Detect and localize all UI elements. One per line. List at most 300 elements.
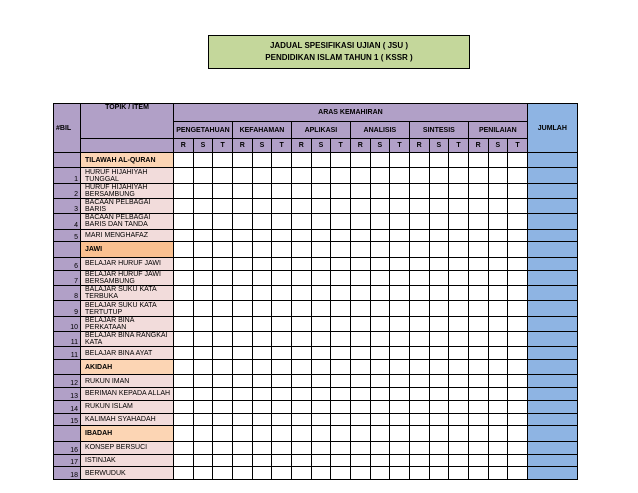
score-cell: [508, 270, 528, 285]
score-cell: [311, 441, 331, 454]
score-cell: [311, 242, 331, 257]
rst-subheader: T: [272, 139, 292, 153]
bil-cell: 4: [54, 214, 81, 229]
specification-table: [53, 103, 578, 480]
score-cell: [232, 441, 252, 454]
score-cell: [449, 168, 469, 183]
section-row: [54, 242, 578, 257]
score-cell: [468, 467, 488, 480]
jumlah-cell: [527, 153, 577, 168]
score-cell: [390, 229, 410, 242]
bil-cell: 9: [54, 301, 81, 316]
score-cell: [468, 331, 488, 346]
score-cell: [468, 400, 488, 413]
topic-label: RUKUN IMAN: [81, 375, 174, 388]
score-cell: [429, 242, 449, 257]
score-cell: [213, 168, 233, 183]
score-cell: [291, 270, 311, 285]
score-cell: [291, 359, 311, 374]
topic-label: KALIMAH SYAHADAH: [81, 413, 174, 426]
score-cell: [291, 214, 311, 229]
score-cell: [331, 441, 351, 454]
score-cell: [429, 413, 449, 426]
bil-cell: 18: [54, 467, 81, 480]
score-cell: [213, 301, 233, 316]
jumlah-cell: [527, 441, 577, 454]
score-cell: [291, 168, 311, 183]
score-cell: [331, 270, 351, 285]
score-cell: [409, 331, 429, 346]
score-cell: [291, 426, 311, 441]
score-cell: [193, 347, 213, 360]
jumlah-cell: [527, 285, 577, 300]
score-cell: [468, 229, 488, 242]
score-cell: [350, 467, 370, 480]
score-cell: [272, 199, 292, 214]
score-cell: [449, 347, 469, 360]
score-cell: [232, 331, 252, 346]
jumlah-cell: [527, 388, 577, 401]
score-cell: [429, 331, 449, 346]
rst-subheader: R: [174, 139, 194, 153]
score-cell: [213, 285, 233, 300]
jumlah-cell: [527, 467, 577, 480]
score-cell: [291, 257, 311, 270]
score-cell: [213, 257, 233, 270]
topic-label: BERIMAN KEPADA ALLAH: [81, 388, 174, 401]
score-cell: [468, 242, 488, 257]
score-cell: [252, 426, 272, 441]
score-cell: [213, 467, 233, 480]
section-label: AKIDAH: [81, 359, 174, 374]
score-cell: [508, 168, 528, 183]
category-header: ANALISIS: [350, 122, 409, 139]
score-cell: [311, 347, 331, 360]
jumlah-cell: [527, 214, 577, 229]
score-cell: [429, 214, 449, 229]
score-cell: [390, 454, 410, 467]
score-cell: [488, 214, 508, 229]
score-cell: [331, 153, 351, 168]
score-cell: [291, 199, 311, 214]
score-cell: [429, 347, 449, 360]
score-cell: [508, 441, 528, 454]
score-cell: [213, 359, 233, 374]
table-row: [54, 347, 578, 360]
topic-label: BERWUDUK: [81, 467, 174, 480]
score-cell: [174, 229, 194, 242]
score-cell: [311, 270, 331, 285]
score-cell: [291, 347, 311, 360]
score-cell: [468, 426, 488, 441]
score-cell: [488, 229, 508, 242]
jumlah-cell: [527, 413, 577, 426]
score-cell: [350, 199, 370, 214]
score-cell: [174, 242, 194, 257]
score-cell: [272, 359, 292, 374]
score-cell: [232, 270, 252, 285]
score-cell: [232, 426, 252, 441]
score-cell: [350, 242, 370, 257]
score-cell: [331, 301, 351, 316]
bil-cell: 14: [54, 400, 81, 413]
score-cell: [409, 257, 429, 270]
jumlah-cell: [527, 257, 577, 270]
score-cell: [213, 214, 233, 229]
score-cell: [311, 400, 331, 413]
topic-label: BACAAN PELBAGAI BARIS DAN TANDA: [81, 214, 174, 229]
section-row: [54, 426, 578, 441]
score-cell: [213, 316, 233, 331]
score-cell: [272, 426, 292, 441]
score-cell: [331, 242, 351, 257]
jumlah-cell: [527, 400, 577, 413]
rst-subheader: S: [488, 139, 508, 153]
table-row: [54, 301, 578, 316]
score-cell: [311, 183, 331, 198]
score-cell: [350, 285, 370, 300]
section-label: IBADAH: [81, 426, 174, 441]
jumlah-cell: [527, 454, 577, 467]
score-cell: [390, 183, 410, 198]
score-cell: [370, 441, 390, 454]
score-cell: [429, 375, 449, 388]
rst-subheader: R: [409, 139, 429, 153]
score-cell: [508, 400, 528, 413]
score-cell: [449, 375, 469, 388]
score-cell: [252, 441, 272, 454]
score-cell: [213, 183, 233, 198]
table-row: [54, 229, 578, 242]
score-cell: [331, 229, 351, 242]
score-cell: [232, 242, 252, 257]
score-cell: [449, 301, 469, 316]
score-cell: [508, 467, 528, 480]
score-cell: [311, 168, 331, 183]
score-cell: [272, 347, 292, 360]
score-cell: [429, 168, 449, 183]
jumlah-cell: [527, 168, 577, 183]
score-cell: [488, 257, 508, 270]
score-cell: [193, 413, 213, 426]
score-cell: [508, 301, 528, 316]
score-cell: [193, 168, 213, 183]
score-cell: [232, 168, 252, 183]
score-cell: [311, 413, 331, 426]
score-cell: [488, 347, 508, 360]
score-cell: [311, 388, 331, 401]
table-row: [54, 257, 578, 270]
topic-label: BELAJAR SUKU KATA TERTUTUP: [81, 301, 174, 316]
score-cell: [350, 400, 370, 413]
score-cell: [311, 426, 331, 441]
score-cell: [488, 199, 508, 214]
score-cell: [449, 214, 469, 229]
topic-label: BELAJAR HURUF JAWI BERSAMBUNG: [81, 270, 174, 285]
score-cell: [409, 183, 429, 198]
score-cell: [193, 441, 213, 454]
score-cell: [449, 285, 469, 300]
score-cell: [331, 331, 351, 346]
topic-label: BELAJAR BINA RANGKAI KATA: [81, 331, 174, 346]
score-cell: [488, 413, 508, 426]
score-cell: [488, 454, 508, 467]
score-cell: [193, 183, 213, 198]
topic-label: RUKUN ISLAM: [81, 400, 174, 413]
score-cell: [252, 153, 272, 168]
score-cell: [331, 400, 351, 413]
table-row: [54, 183, 578, 198]
score-cell: [488, 400, 508, 413]
score-cell: [350, 153, 370, 168]
table-row: [54, 400, 578, 413]
category-header: KEFAHAMAN: [232, 122, 291, 139]
score-cell: [252, 270, 272, 285]
score-cell: [449, 257, 469, 270]
score-cell: [508, 316, 528, 331]
score-cell: [331, 388, 351, 401]
score-cell: [213, 229, 233, 242]
score-cell: [449, 454, 469, 467]
score-cell: [272, 242, 292, 257]
score-cell: [350, 426, 370, 441]
score-cell: [409, 270, 429, 285]
score-cell: [350, 347, 370, 360]
score-cell: [174, 441, 194, 454]
score-cell: [370, 426, 390, 441]
score-cell: [252, 168, 272, 183]
table-row: [54, 214, 578, 229]
score-cell: [291, 467, 311, 480]
score-cell: [370, 359, 390, 374]
score-cell: [370, 257, 390, 270]
score-cell: [370, 242, 390, 257]
score-cell: [508, 242, 528, 257]
score-cell: [252, 454, 272, 467]
score-cell: [311, 375, 331, 388]
score-cell: [390, 316, 410, 331]
bil-cell: 10: [54, 316, 81, 331]
score-cell: [449, 441, 469, 454]
rst-subheader: S: [311, 139, 331, 153]
score-cell: [468, 270, 488, 285]
score-cell: [291, 454, 311, 467]
score-cell: [390, 426, 410, 441]
score-cell: [291, 183, 311, 198]
score-cell: [193, 153, 213, 168]
score-cell: [409, 467, 429, 480]
score-cell: [213, 413, 233, 426]
score-cell: [390, 375, 410, 388]
bil-header: #BIL: [54, 104, 81, 153]
title-line-1: JADUAL SPESIFIKASI UJIAN ( JSU ): [269, 41, 409, 50]
score-cell: [232, 400, 252, 413]
score-cell: [291, 242, 311, 257]
score-cell: [409, 388, 429, 401]
table-row: [54, 270, 578, 285]
score-cell: [488, 331, 508, 346]
score-cell: [311, 153, 331, 168]
topic-label: ISTINJAK: [81, 454, 174, 467]
score-cell: [488, 441, 508, 454]
score-cell: [409, 301, 429, 316]
bil-cell: 15: [54, 413, 81, 426]
score-cell: [193, 316, 213, 331]
score-cell: [174, 454, 194, 467]
topic-label: KONSEP BERSUCI: [81, 441, 174, 454]
rst-subheader: R: [350, 139, 370, 153]
score-cell: [390, 242, 410, 257]
bil-cell: 12: [54, 375, 81, 388]
score-cell: [350, 214, 370, 229]
score-cell: [193, 242, 213, 257]
score-cell: [370, 270, 390, 285]
bil-cell: 17: [54, 454, 81, 467]
score-cell: [429, 454, 449, 467]
score-cell: [193, 199, 213, 214]
score-cell: [213, 454, 233, 467]
score-cell: [370, 347, 390, 360]
score-cell: [174, 467, 194, 480]
score-cell: [390, 199, 410, 214]
score-cell: [468, 257, 488, 270]
score-cell: [508, 153, 528, 168]
score-cell: [449, 229, 469, 242]
score-cell: [370, 375, 390, 388]
score-cell: [291, 301, 311, 316]
score-cell: [272, 153, 292, 168]
score-cell: [311, 199, 331, 214]
score-cell: [508, 331, 528, 346]
score-cell: [311, 316, 331, 331]
section-row: [54, 359, 578, 374]
score-cell: [252, 331, 272, 346]
rst-subheader: S: [252, 139, 272, 153]
score-cell: [409, 214, 429, 229]
score-cell: [331, 199, 351, 214]
score-cell: [370, 400, 390, 413]
score-cell: [291, 400, 311, 413]
score-cell: [232, 257, 252, 270]
score-cell: [429, 285, 449, 300]
score-cell: [468, 153, 488, 168]
score-cell: [272, 257, 292, 270]
score-cell: [508, 359, 528, 374]
section-label: TILAWAH AL-QURAN: [81, 153, 174, 168]
score-cell: [488, 242, 508, 257]
score-cell: [174, 270, 194, 285]
score-cell: [291, 316, 311, 331]
score-cell: [213, 270, 233, 285]
score-cell: [390, 388, 410, 401]
jumlah-cell: [527, 199, 577, 214]
topic-label: BELAJAR HURUF JAWI: [81, 257, 174, 270]
score-cell: [331, 426, 351, 441]
rst-subheader: R: [468, 139, 488, 153]
score-cell: [272, 229, 292, 242]
jumlah-cell: [527, 301, 577, 316]
jumlah-cell: [527, 270, 577, 285]
score-cell: [331, 359, 351, 374]
bil-cell: [54, 153, 81, 168]
score-cell: [409, 441, 429, 454]
score-cell: [390, 467, 410, 480]
score-cell: [193, 454, 213, 467]
score-cell: [331, 413, 351, 426]
score-cell: [291, 331, 311, 346]
score-cell: [193, 400, 213, 413]
score-cell: [311, 285, 331, 300]
score-cell: [272, 331, 292, 346]
topik-subheader-blank: [81, 139, 174, 153]
topic-label: BELAJAR BINA PERKATAAN: [81, 316, 174, 331]
score-cell: [193, 375, 213, 388]
score-cell: [213, 426, 233, 441]
table-row: [54, 168, 578, 183]
score-cell: [213, 347, 233, 360]
topic-label: BELAJAR BINA AYAT: [81, 347, 174, 360]
score-cell: [429, 359, 449, 374]
score-cell: [331, 285, 351, 300]
score-cell: [193, 359, 213, 374]
score-cell: [370, 316, 390, 331]
score-cell: [193, 301, 213, 316]
bil-cell: 5: [54, 229, 81, 242]
score-cell: [508, 214, 528, 229]
score-cell: [409, 359, 429, 374]
score-cell: [252, 359, 272, 374]
score-cell: [252, 413, 272, 426]
score-cell: [390, 214, 410, 229]
score-cell: [429, 229, 449, 242]
score-cell: [449, 183, 469, 198]
score-cell: [350, 301, 370, 316]
score-cell: [409, 347, 429, 360]
score-cell: [488, 388, 508, 401]
score-cell: [291, 153, 311, 168]
score-cell: [174, 359, 194, 374]
score-cell: [409, 168, 429, 183]
score-cell: [232, 375, 252, 388]
score-cell: [272, 270, 292, 285]
jumlah-cell: [527, 426, 577, 441]
score-cell: [508, 375, 528, 388]
score-cell: [370, 183, 390, 198]
jumlah-cell: [527, 375, 577, 388]
score-cell: [449, 413, 469, 426]
score-cell: [272, 454, 292, 467]
score-cell: [232, 413, 252, 426]
score-cell: [291, 229, 311, 242]
score-cell: [291, 285, 311, 300]
score-cell: [213, 400, 233, 413]
score-cell: [272, 375, 292, 388]
score-cell: [390, 285, 410, 300]
score-cell: [174, 400, 194, 413]
score-cell: [252, 347, 272, 360]
score-cell: [350, 375, 370, 388]
score-cell: [508, 426, 528, 441]
jumlah-cell: [527, 347, 577, 360]
score-cell: [409, 400, 429, 413]
score-cell: [508, 257, 528, 270]
rst-subheader: S: [370, 139, 390, 153]
score-cell: [488, 375, 508, 388]
score-cell: [174, 183, 194, 198]
score-cell: [213, 331, 233, 346]
bil-cell: 11: [54, 347, 81, 360]
score-cell: [468, 199, 488, 214]
